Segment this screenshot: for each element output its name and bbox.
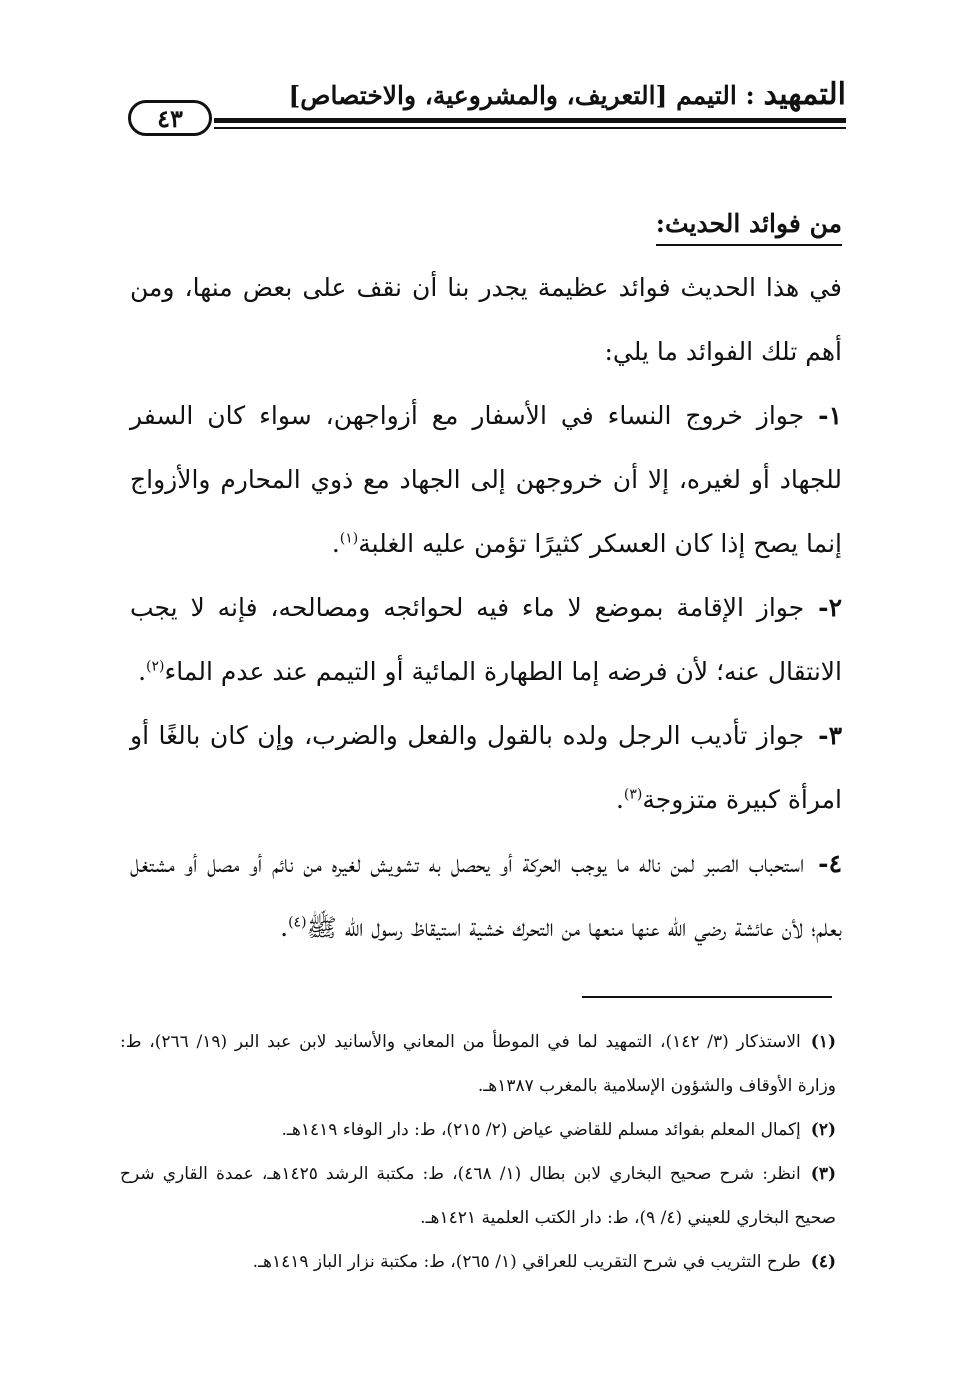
footnote: [120, 1020, 836, 1108]
list-item: [130, 384, 842, 576]
footnote-ref[interactable]: (٤): [288, 914, 307, 931]
item-text: جواز تأديب الرجل ولده بالقول والفعل والضرب، وإن كان بالغًا أو امرأة كبيرة متزوجة: [130, 721, 842, 814]
list-item: [130, 704, 842, 832]
header-rule-thick: [214, 118, 846, 123]
header-separator: :: [745, 81, 755, 110]
header-subtitle: التيمم [التعريف، والمشروعية، والاختصاص]: [288, 81, 737, 110]
footnote-number: (٢): [810, 1120, 836, 1140]
item-end: .: [331, 529, 340, 558]
footnote-separator: [582, 996, 832, 998]
footnote-text: الاستذكار (٣/ ١٤٢)، التمهيد لما في الموطأ من المعاني والأسانيد لابن عبد البر (١٩/ ٢٦٦)، ط: وزارة الأوقاف والشؤون الإسلامية بالمغرب ١٣٨٧هـ.: [120, 1032, 836, 1096]
item-end: .: [280, 913, 289, 942]
footnote-number: (١): [810, 1032, 836, 1052]
section-heading: من فوائد الحديث:: [656, 204, 842, 246]
item-end: .: [615, 785, 624, 814]
footnotes: [120, 1020, 836, 1284]
footnote: [120, 1240, 836, 1284]
item-text: جواز خروج النساء في الأسفار مع أزواجهن، سواء كان السفر للجهاد أو لغيره، إلا أن خروجهن إلى الجهاد مع ذوي المحارم والأزواج إنما يصح إذا كان العسكر كثيرًا تؤمن عليه الغلبة: [130, 401, 842, 558]
footnote: [120, 1152, 836, 1240]
intro-paragraph: في هذا الحديث فوائد عظيمة يجدر بنا أن نقف على بعض منها، ومن أهم تلك الفوائد ما يلي:: [130, 273, 842, 366]
list-item: [130, 832, 842, 960]
item-number: ٤-: [818, 849, 842, 878]
item-text: استحباب الصبر لمن ناله ما يوجب الحركة أو يحصل به تشويش لغيره من نائم أو مصل أو مشتغل بعلم؛ لأن عائشة رضي الله عنها منعها من التحرك خشية استيقاظ رسول الله ﷺ: [130, 849, 842, 942]
main-text: [130, 192, 842, 960]
item-text: جواز الإقامة بموضع لا ماء فيه لحوائجه ومصالحه، فإنه لا يجب الانتقال عنه؛ لأن فرضه إما الطهارة المائية أو التيمم عند عدم الماء: [130, 593, 842, 686]
page-number-badge: [128, 100, 212, 136]
footnote-number: (٣): [810, 1164, 836, 1184]
footnote-text: طرح التثريب في شرح التقريب للعراقي (١/ ٢٦٥)، ط: مكتبة نزار الباز ١٤١٩هـ.: [252, 1252, 801, 1272]
header-rule-thin: [214, 127, 846, 129]
running-header: [220, 78, 846, 113]
footnote-number: (٤): [810, 1252, 836, 1272]
footnote: [120, 1108, 836, 1152]
list-item: [130, 576, 842, 704]
header-brand: التمهيد: [763, 77, 846, 112]
footnote-text: إكمال المعلم بفوائد مسلم للقاضي عياض (٢/ ٢١٥)، ط: دار الوفاء ١٤١٩هـ.: [281, 1120, 801, 1140]
item-number: ١-: [818, 401, 842, 430]
footnote-text: انظر: شرح صحيح البخاري لابن بطال (١/ ٤٦٨)، ط: مكتبة الرشد ١٤٢٥هـ، عمدة القاري شرح صحيح البخاري للعيني (٤/ ٩)، ط: دار الكتب العلمية ١٤٢١هـ.: [120, 1164, 836, 1228]
footnote-ref[interactable]: (٣): [623, 786, 643, 803]
footnote-ref[interactable]: (٢): [146, 658, 165, 675]
page-number: ٤٣: [157, 103, 183, 133]
item-number: ٣-: [818, 721, 842, 750]
item-number: ٢-: [818, 593, 842, 622]
footnote-ref[interactable]: (١): [339, 530, 359, 547]
item-end: .: [138, 657, 147, 686]
